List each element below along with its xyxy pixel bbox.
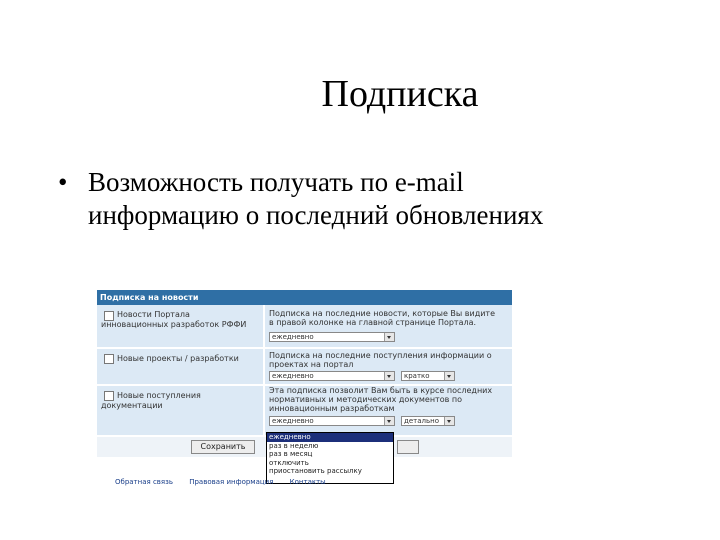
bullet-text	[88, 166, 698, 232]
subscription-row-documents	[97, 386, 512, 437]
desc-documents-line1: Эта подписка позволит Вам быть в курсе последних	[269, 386, 493, 395]
label-portal-news-line2: инновационных разработок РФФИ	[101, 320, 247, 329]
subscription-row-portal-news	[97, 305, 512, 349]
dropdown-option[interactable]: приостановить рассылку	[269, 467, 362, 475]
slide-title: Подписка	[321, 73, 479, 115]
save-button[interactable]: Сохранить	[191, 440, 255, 454]
subscription-header: Подписка на новости	[97, 290, 512, 305]
checkbox-projects[interactable]	[104, 354, 114, 364]
detail-select-projects[interactable]: кратко	[401, 371, 455, 381]
footer-links	[115, 478, 340, 486]
desc-portal-news-line2: в правой колонке на главной странице Портала.	[269, 318, 477, 327]
bullet-line-1: Возможность получать по e-mail	[88, 167, 464, 197]
dropdown-option[interactable]: отключить	[269, 458, 309, 467]
chevron-down-icon	[444, 372, 454, 380]
chevron-down-icon	[444, 417, 454, 425]
secondary-button[interactable]	[397, 440, 419, 454]
label-documents: Новые поступления	[117, 391, 201, 400]
dropdown-option[interactable]: раз в неделю	[269, 441, 319, 450]
desc-documents-line3: инновационным разработкам	[269, 404, 395, 413]
desc-projects-line1: Подписка на последние поступления информации о	[269, 351, 492, 360]
frequency-select-portal-news[interactable]: ежедневно	[269, 332, 395, 342]
dropdown-option[interactable]: раз в месяц	[269, 450, 313, 458]
footer-link-legal[interactable]: Правовая информация	[189, 478, 274, 486]
desc-documents-line2: нормативных и методических документов по	[269, 395, 462, 404]
label-portal-news: Новости Портала	[117, 310, 190, 319]
detail-select-documents[interactable]: детально	[401, 416, 455, 426]
footer-link-feedback[interactable]: Обратная связь	[115, 478, 173, 486]
dropdown-option[interactable]: ежедневно	[267, 433, 393, 442]
label-documents-line2: документации	[101, 401, 163, 410]
chevron-down-icon	[384, 372, 394, 380]
chevron-down-icon	[384, 417, 394, 425]
footer-link-contacts[interactable]: Контакты	[289, 478, 326, 486]
desc-portal-news-line1: Подписка на последние новости, которые Вы видите	[269, 309, 495, 318]
bullet-dot: •	[58, 167, 68, 197]
subscription-row-projects	[97, 349, 512, 386]
checkbox-documents[interactable]	[104, 391, 114, 401]
bullet-line-2: информацию о последний обновлениях	[88, 200, 544, 230]
subscription-screenshot	[97, 290, 512, 484]
desc-projects-line2: проектах на портал	[269, 360, 354, 369]
label-projects: Новые проекты / разработки	[117, 354, 239, 363]
frequency-select-documents[interactable]: ежедневно	[269, 416, 395, 426]
chevron-down-icon	[384, 333, 394, 341]
frequency-select-projects[interactable]: ежедневно	[269, 371, 395, 381]
frequency-dropdown-list	[266, 432, 394, 484]
